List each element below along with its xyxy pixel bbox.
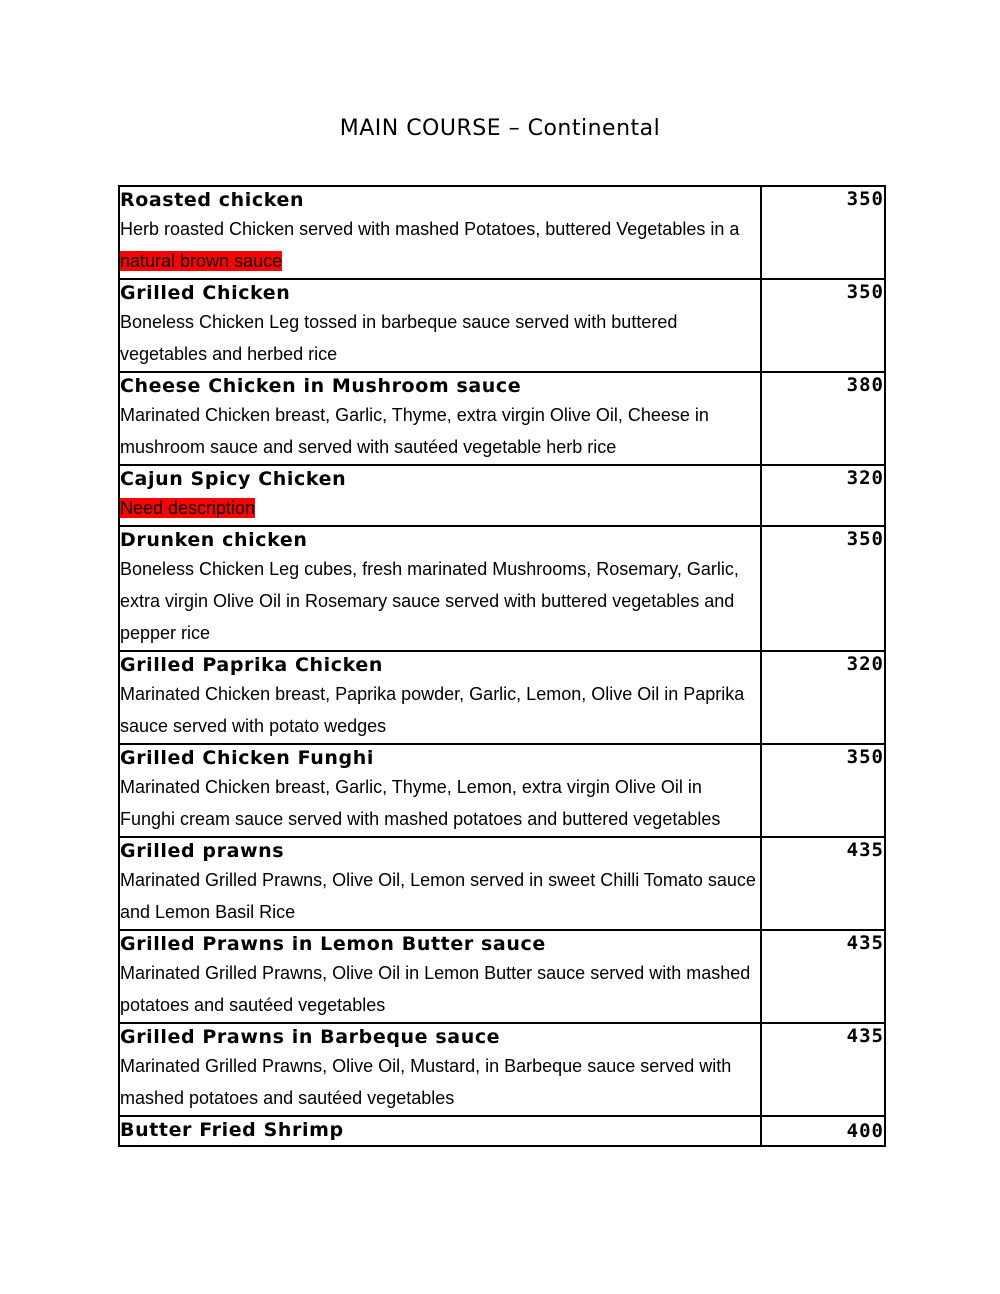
menu-item-price-cell xyxy=(761,279,885,372)
menu-item-highlighted-text: Need description xyxy=(120,498,256,518)
menu-item-description xyxy=(120,864,760,929)
menu-item-price: 435 xyxy=(846,1025,884,1047)
menu-item-price-cell xyxy=(761,465,885,526)
menu-item-description-cell xyxy=(119,1116,761,1146)
menu-item-description xyxy=(120,553,760,650)
menu-item-name: Cheese Chicken in Mushroom sauce xyxy=(120,375,522,397)
menu-item-name: Grilled Chicken Funghi xyxy=(120,747,374,769)
menu-item-description-cell xyxy=(119,1023,761,1116)
menu-item-row xyxy=(119,372,885,465)
menu-item-price: 400 xyxy=(846,1120,884,1142)
menu-item-description-cell xyxy=(119,465,761,526)
menu-item-name: Grilled Paprika Chicken xyxy=(120,654,383,676)
menu-item-description-text: Herb roasted Chicken served with mashed Potatoes, buttered Vegetables in a xyxy=(120,219,740,239)
menu-item-description xyxy=(120,492,760,525)
menu-item-price: 435 xyxy=(846,932,884,954)
menu-item-row xyxy=(119,744,885,837)
menu-item-description xyxy=(120,1050,760,1115)
menu-item-row xyxy=(119,930,885,1023)
menu-item-row xyxy=(119,837,885,930)
menu-item-row xyxy=(119,279,885,372)
menu-item-highlighted-text: natural brown sauce xyxy=(120,251,283,271)
menu-item-name: Grilled Chicken xyxy=(120,282,291,304)
menu-item-description-text: Marinated Grilled Prawns, Olive Oil, Lemon served in sweet Chilli Tomato sauce and Lemon Basil Rice xyxy=(120,870,756,922)
menu-item-description xyxy=(120,399,760,464)
menu-item-name: Butter Fried Shrimp xyxy=(120,1119,344,1141)
menu-item-name: Grilled Prawns in Barbeque sauce xyxy=(120,1026,501,1048)
menu-item-name: Grilled Prawns in Lemon Butter sauce xyxy=(120,933,546,955)
menu-item-description xyxy=(120,678,760,743)
menu-item-name: Roasted chicken xyxy=(120,189,305,211)
menu-item-price-cell xyxy=(761,1023,885,1116)
menu-item-description-text: Marinated Chicken breast, Paprika powder, Garlic, Lemon, Olive Oil in Paprika sauce served with potato wedges xyxy=(120,684,745,736)
menu-item-description xyxy=(120,213,760,278)
menu-item-row xyxy=(119,465,885,526)
menu-item-description xyxy=(120,771,760,836)
menu-item-description-cell xyxy=(119,744,761,837)
menu-item-price: 320 xyxy=(846,653,884,675)
menu-item-description-text: Marinated Grilled Prawns, Olive Oil in Lemon Butter sauce served with mashed potatoes and sautéed vegetables xyxy=(120,963,751,1015)
menu-item-description-cell xyxy=(119,837,761,930)
menu-item-description-cell xyxy=(119,279,761,372)
menu-item-row xyxy=(119,186,885,279)
menu-item-description-cell xyxy=(119,186,761,279)
menu-item-description-text: Boneless Chicken Leg tossed in barbeque sauce served with buttered vegetables and herbed rice xyxy=(120,312,678,364)
menu-item-description-text: Boneless Chicken Leg cubes, fresh marinated Mushrooms, Rosemary, Garlic, extra virgin Olive Oil in Rosemary sauce served with buttered vegetables and pepper rice xyxy=(120,559,739,643)
menu-item-description xyxy=(120,306,760,371)
menu-item-description xyxy=(120,957,760,1022)
page-title: MAIN COURSE – Continental xyxy=(339,116,661,141)
menu-item-price-cell xyxy=(761,372,885,465)
menu-item-price-cell xyxy=(761,837,885,930)
menu-item-row xyxy=(119,651,885,744)
menu-item-price: 320 xyxy=(846,467,884,489)
menu-item-row xyxy=(119,526,885,651)
menu-item-price-cell xyxy=(761,651,885,744)
menu-item-price: 350 xyxy=(846,528,884,550)
menu-table xyxy=(118,185,886,1147)
menu-item-name: Cajun Spicy Chicken xyxy=(120,468,347,490)
menu-item-price: 380 xyxy=(846,374,884,396)
menu-item-name: Drunken chicken xyxy=(120,529,308,551)
menu-item-description-text: Marinated Grilled Prawns, Olive Oil, Mustard, in Barbeque sauce served with mashed potatoes and sautéed vegetables xyxy=(120,1056,732,1108)
menu-item-name: Grilled prawns xyxy=(120,840,285,862)
menu-item-description-cell xyxy=(119,930,761,1023)
menu-item-price-cell xyxy=(761,744,885,837)
menu-item-price: 350 xyxy=(846,281,884,303)
menu-item-row xyxy=(119,1116,885,1146)
menu-item-description-text: Marinated Chicken breast, Garlic, Thyme, extra virgin Olive Oil, Cheese in mushroom sauce and served with sautéed vegetable herb rice xyxy=(120,405,709,457)
menu-item-row xyxy=(119,1023,885,1116)
menu-item-price-cell xyxy=(761,1116,885,1146)
menu-item-price-cell xyxy=(761,526,885,651)
menu-item-description-cell xyxy=(119,372,761,465)
menu-item-price: 350 xyxy=(846,746,884,768)
menu-item-price-cell xyxy=(761,186,885,279)
menu-item-description-cell xyxy=(119,651,761,744)
menu-item-price-cell xyxy=(761,930,885,1023)
menu-item-description-cell xyxy=(119,526,761,651)
menu-item-description-text: Marinated Chicken breast, Garlic, Thyme, Lemon, extra virgin Olive Oil in Funghi cream sauce served with mashed potatoes and buttered vegetables xyxy=(120,777,721,829)
menu-item-price: 350 xyxy=(846,188,884,210)
menu-table-body xyxy=(119,186,885,1146)
menu-item-price: 435 xyxy=(846,839,884,861)
